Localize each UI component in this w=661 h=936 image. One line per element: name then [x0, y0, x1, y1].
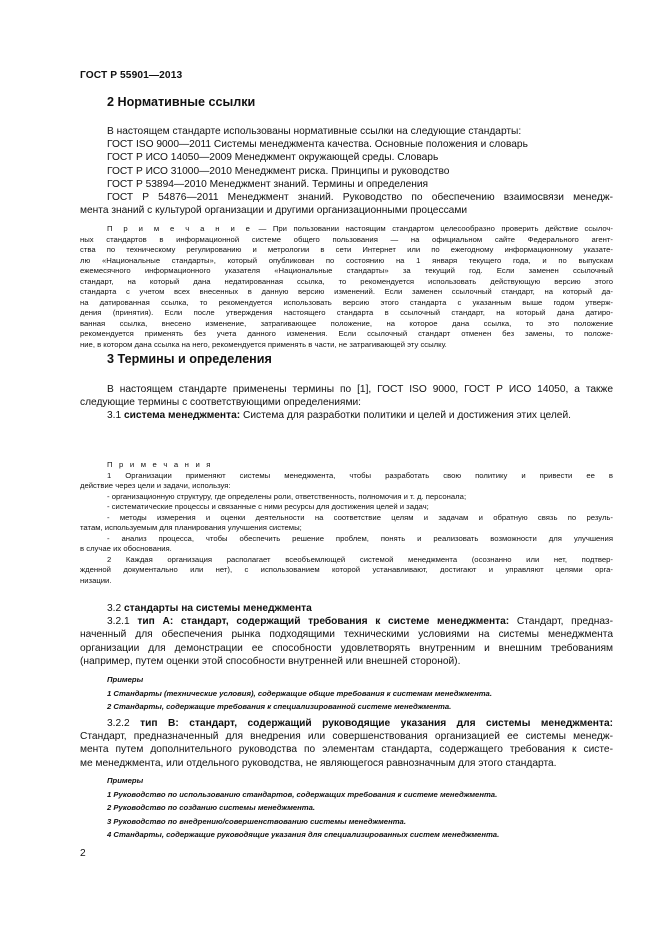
example-item: 1 Стандарты (технические условия), содержащие общие требования к системам менеджмента.: [107, 688, 492, 698]
note-line: стандарт, на который дана недатированная ссылка, то рекомендуется использовать действующую версию этого: [80, 276, 613, 286]
definition-line: (например, путем оценки этой способности внутренней или внешней стороной).: [80, 655, 461, 667]
bullet-item-continued: татам, используемым для планирования улучшения системы;: [80, 523, 302, 532]
definition-line: Стандарт, предназначенный для внедрения или совершенствования организацией ее системы менедж-: [80, 731, 613, 743]
note-line: на датированная ссылка, то рекомендуется использовать версию этого стандарта с указанным выше годом утверж-: [80, 297, 613, 307]
page-number: 2: [80, 848, 86, 859]
intro-line: В настоящем стандарте применены термины по [1], ГОСТ ISO 9000, ГОСТ Р ИСО 14050, а также: [107, 384, 613, 395]
reference-item: ГОСТ Р ИСО 14050—2009 Менеджмент окружающей среды. Словарь: [107, 152, 439, 164]
term-title: тип В: стандарт, содержащий руководящие указания для системы менеджмента:: [140, 718, 613, 729]
term-3-2: [80, 602, 613, 668]
note-line: дения (принятия). Если после утверждения настоящего стандарта в ссылочный стандарт, на который дана датиро-: [80, 308, 613, 317]
examples-label: Примеры: [107, 675, 144, 684]
term-3-1: 3.1 система менеджмента: Система для разработки политики и целей и достижения этих целей.: [107, 410, 571, 422]
note-line: стандарта с учетом всех внесенных в данную версию изменений. Если заменен ссылочный стандарт, на который да-: [80, 287, 613, 296]
bullet-item: - организационную структуру, где определены роли, ответственность, полномочия и т. д. персонала;: [107, 491, 467, 501]
note-line: 2 Каждая организация располагает всеобъемлющей системой менеджмента (осознанно или нет, подтвер-: [107, 554, 613, 564]
term-3-2-2: [80, 717, 613, 770]
reference-item: ГОСТ Р 53894—2010 Менеджмент знаний. Термины и определения: [107, 178, 429, 190]
note-label: П р и м е ч а н и е: [107, 224, 253, 233]
term-3-2-title: 3.2 стандарты на системы менеджмента: [107, 603, 312, 614]
example-item: 4 Стандарты, содержащие руководящие указания для специализированных систем менеджмента.: [107, 830, 500, 839]
terms-intro: [80, 383, 613, 423]
references-intro: В настоящем стандарте использованы нормативные ссылки на следующие стандарты:: [107, 126, 522, 137]
example-item: 2 Руководство по созданию системы менеджмента.: [107, 803, 316, 812]
reference-item: ГОСТ Р 54876—2011 Менеджмент знаний. Руководство по обеспечению взаимосвязи менедж-: [107, 192, 613, 204]
note-line: ства по техническому регулированию и метрологии в сети Интернет или по ежегодному информационному указате-: [80, 245, 613, 254]
note-line: ежемесячного информационного указателя «Национальные стандарты» за текущий год. Если заменен ссылочный: [80, 266, 613, 275]
bullet-item: - систематические процессы и связанные с ними ресурсы для достижения целей и задач;: [107, 502, 429, 511]
term-title: система менеджмента:: [124, 410, 241, 422]
examples-type-b: [80, 776, 613, 841]
definition-line: ме менеджмента, или отдельного руководства, не являющегося равнозначным для этого стандарта.: [80, 757, 557, 769]
reference-item-continued: мента знаний с культурой организации и другими организационными процессами: [80, 205, 468, 217]
examples-label: Примеры: [107, 776, 144, 785]
term-notes: [80, 460, 613, 586]
intro-line: следующие термины с соответствующими определениями:: [80, 397, 361, 409]
definition-line: мента путем дополнительного руководства по элементам стандарта, содержащего требования к систе-: [80, 744, 613, 756]
bullet-item: - анализ процесса, чтобы обеспечить решение проблем, понять и реализовать возможности для улучшения: [107, 533, 613, 543]
bullet-item: - методы измерения и оценки деятельности на соответствие целям и задачам и обратную связь по резуль-: [107, 512, 613, 522]
example-item: 1 Руководство по использованию стандартов, содержащих требования к системе менеджмента.: [107, 789, 498, 799]
note-line: действие через цели и задачи, используя:: [80, 481, 231, 490]
example-item: 3 Руководство по внедрению/совершенствованию системы менеджмента.: [107, 816, 406, 826]
reference-item: ГОСТ Р ИСО 31000—2010 Менеджмент риска. Принципы и руководство: [107, 165, 450, 177]
references-note: [80, 224, 613, 350]
example-item: 2 Стандарты, содержащие требования к специализированной системе менеджмента.: [107, 702, 452, 711]
term-3-2-1: 3.2.1 тип А: стандарт, содержащий требования к системе менеджмента: Стандарт, предназ-: [107, 616, 613, 628]
section-2-heading: 2 Нормативные ссылки: [107, 95, 256, 109]
section-3-heading: 3 Термины и определения: [107, 352, 272, 366]
normative-references: [80, 125, 613, 217]
definition-line: наченный для обеспечения рынка подходящими техническими условиями на системы менеджмента: [80, 629, 613, 641]
term-3-2-2-title: 3.2.2 тип В: стандарт, содержащий руководящие указания для системы менеджмента:: [107, 718, 613, 729]
note-line: лю «Национальные стандарты», который опубликован по состоянию на 1 января текущего года, и по выпускам: [80, 255, 613, 265]
note-line: ванная ссылка, внесено изменение, затрагивающее положение, на которое дана ссылка, то это положение: [80, 318, 613, 328]
definition-line: организации для демонстрации ее способности удовлетворять внутренним и внешним требованиям: [80, 642, 613, 654]
note-line: ных стандартов в информационной системе общего пользования — на официальном сайте Федерального агент-: [80, 234, 613, 244]
reference-item: ГОСТ ISO 9000—2011 Системы менеджмента качества. Основные положения и словарь: [107, 139, 528, 151]
note-line: П р и м е ч а н и е — При пользовании настоящим стандартом целесообразно проверить действие ссылоч-: [107, 224, 613, 233]
term-title: тип А: стандарт, содержащий требования к системе менеджмента:: [137, 616, 510, 628]
term-title: стандарты на системы менеджмента: [124, 603, 312, 614]
note-line: низации.: [80, 575, 112, 585]
examples-type-a: [80, 675, 613, 713]
note-line: 1 Организации применяют системы менеджмента, чтобы разработать свою политику и привести ее в: [107, 470, 613, 480]
document-id-header: ГОСТ Р 55901—2013: [80, 70, 183, 81]
note-line: ние, в котором дана ссылка на него, рекомендуется применять в части, не затрагивающей эту ссылку.: [80, 339, 447, 349]
bullet-item-continued: в случае их обоснования.: [80, 544, 172, 553]
note-line: жденной документально или нет), с использованием которой устанавливают, достигают и управляют целями орга-: [80, 565, 613, 574]
notes-label: П р и м е ч а н и я: [107, 460, 213, 469]
note-line: рекомендуется применять без учета данного изменения. Если ссылочный стандарт отменен без замены, то положе-: [80, 329, 613, 338]
